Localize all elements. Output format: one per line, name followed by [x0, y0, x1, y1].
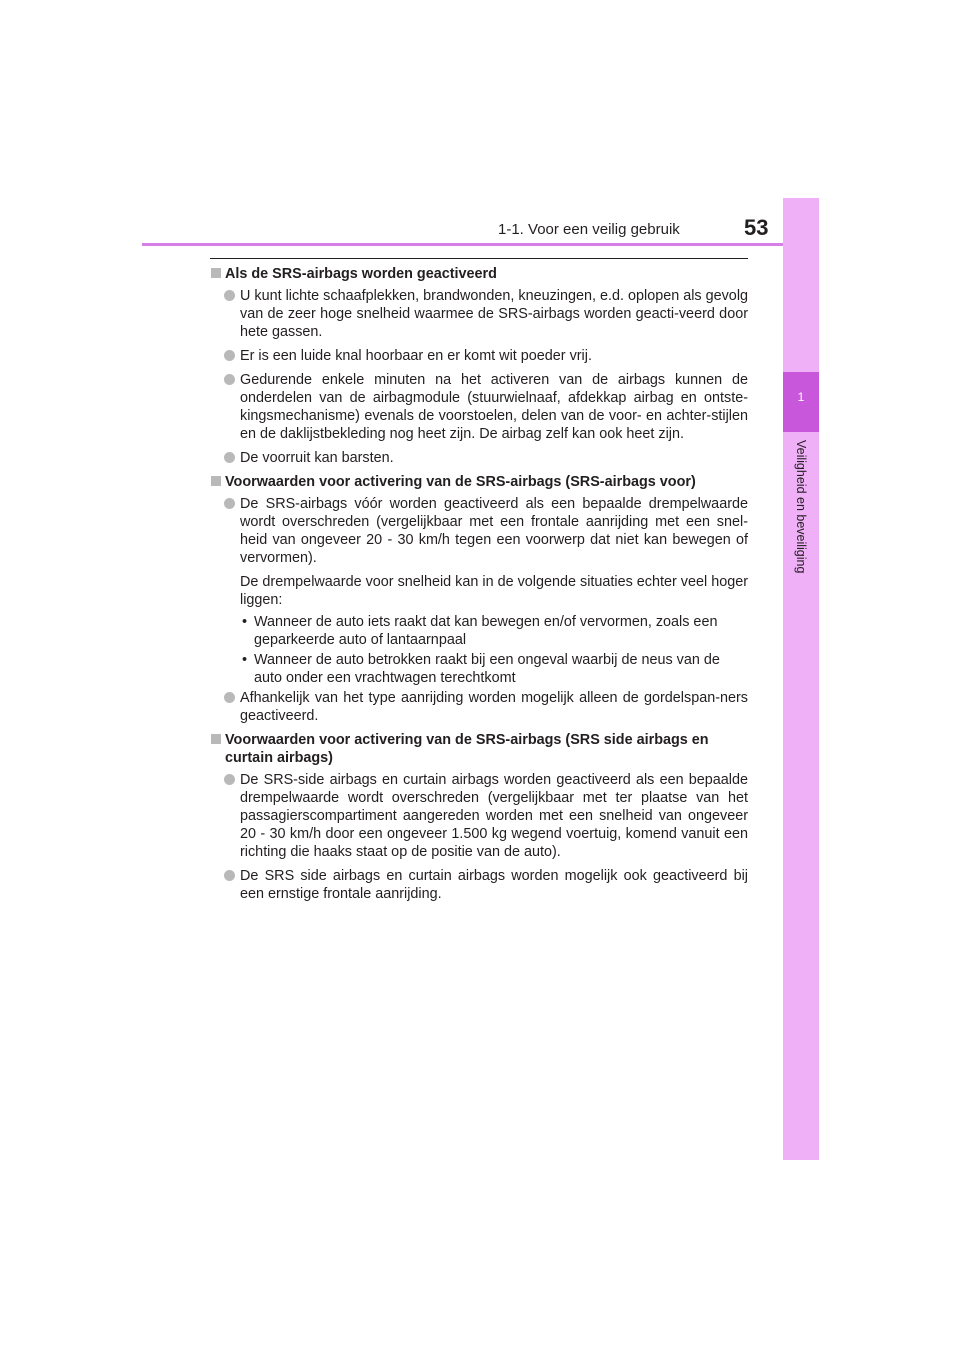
list-item: De SRS-airbags vóór worden geactiveerd als een bepaalde drempelwaarde wordt overschreden (vergelijkbaar met een frontale aanrijding met een snel-heid van ongeveer 20 - 30 km/h tegen een voorwerp dat niet kan bewegen of vervormen). — [210, 495, 748, 567]
round-bullet-icon — [224, 692, 235, 703]
running-header: 1-1. Voor een veilig gebruik — [498, 221, 680, 238]
square-bullet-icon — [211, 734, 221, 744]
page-content — [210, 265, 748, 909]
chapter-label-text: Veiligheid en beveiliging — [794, 440, 808, 574]
list-item: Gedurende enkele minuten na het activeren van de airbags kunnen de onderdelen van de airbagmodule (stuurwielnaaf, afdekkap airbag en ontste-kingsmechanisme) evenals de voorstoelen, delen van de voor- en achter-stijlen en de daklijstbekleding nog heet zijn. De airbag zelf kan ook heet zijn. — [210, 371, 748, 443]
list-item: De SRS-side airbags en curtain airbags worden geactiveerd als een bepaalde drempelwaarde wordt overschreden (vergelijkbaar met ter plaatse van het passagierscompartiment aangereden worden met een snelheid van ongeveer 20 - 30 km/h door een ongeveer 1.500 kg wegend voertuig, komend vanuit een richting die haaks staat op de positie van de auto). — [210, 771, 748, 861]
list-item: Afhankelijk van het type aanrijding worden mogelijk alleen de gordelspan-ners geactiveerd. — [210, 689, 748, 725]
content-rule — [210, 258, 748, 259]
round-bullet-icon — [224, 498, 235, 509]
section-title: Als de SRS-airbags worden geactiveerd — [210, 265, 748, 283]
sub-bullet-icon: • — [242, 652, 248, 668]
list-item: De SRS side airbags en curtain airbags worden mogelijk ook geactiveerd bij een ernstige frontale aanrijding. — [210, 867, 748, 903]
list-item: De voorruit kan barsten. — [210, 449, 748, 467]
round-bullet-icon — [224, 350, 235, 361]
list-item: Er is een luide knal hoorbaar en er komt wit poeder vrij. — [210, 347, 748, 365]
page-number: 53 — [744, 215, 769, 240]
square-bullet-icon — [211, 476, 221, 486]
chapter-number: 1 — [797, 390, 805, 404]
sub-list-item: • Wanneer de auto betrokken raakt bij een ongeval waarbij de neus van de auto onder een vrachtwagen terechtkomt — [242, 652, 720, 686]
round-bullet-icon — [224, 452, 235, 463]
sub-bullet-icon: • — [242, 614, 248, 630]
round-bullet-icon — [224, 870, 235, 881]
chapter-label — [782, 440, 820, 600]
section-title: Voorwaarden voor activering van de SRS-airbags (SRS-airbags voor) — [210, 473, 748, 491]
header-rule — [142, 243, 819, 246]
round-bullet-icon — [224, 774, 235, 785]
paragraph: De drempelwaarde voor snelheid kan in de volgende situaties echter veel hoger liggen: — [240, 574, 748, 608]
sub-list-item: • Wanneer de auto iets raakt dat kan bewegen en/of vervormen, zoals een geparkeerde auto of lantaarnpaal — [242, 614, 718, 648]
square-bullet-icon — [211, 268, 221, 278]
list-item: U kunt lichte schaafplekken, brandwonden, kneuzingen, e.d. oplopen als gevolg van de zeer hoge snelheid waarmee de SRS-airbags worden geacti-veerd door hete gassen. — [210, 287, 748, 341]
chapter-side-tab — [783, 198, 819, 1160]
section-title: Voorwaarden voor activering van de SRS-airbags (SRS side airbags en curtain airbags) — [210, 731, 748, 767]
round-bullet-icon — [224, 374, 235, 385]
round-bullet-icon — [224, 290, 235, 301]
